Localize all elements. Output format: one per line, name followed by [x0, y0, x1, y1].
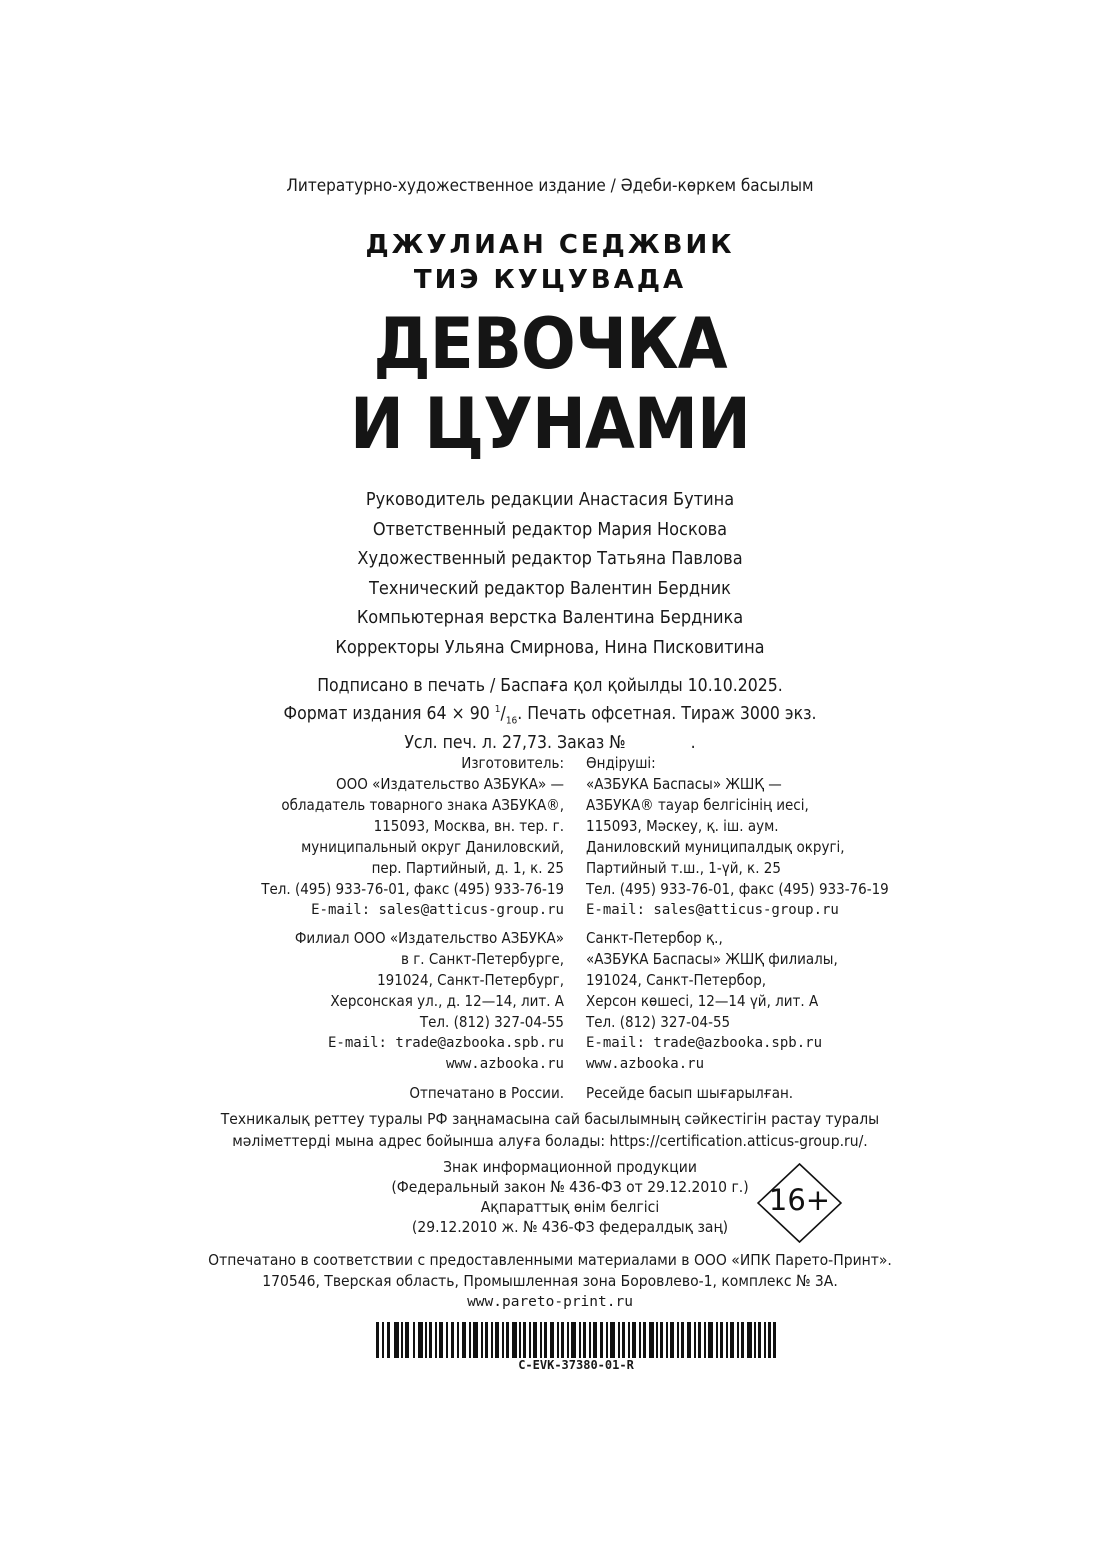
format-numerator: 1 [494, 704, 501, 715]
address-line: в г. Санкт-Петербурге, [400, 950, 564, 968]
email-line: E-mail: sales@atticus-group.ru [311, 902, 564, 918]
information-product-sign [390, 1157, 750, 1237]
manufacturer-kz [586, 753, 889, 921]
address-line: пер. Партийный, д. 1, к. 25 [371, 859, 564, 877]
format-prefix: Формат издания 64 × 90 [283, 703, 495, 724]
email-line: E-mail: trade@azbooka.spb.ru [327, 1035, 564, 1051]
phone-line: Тел. (495) 933-76-01, факс (495) 933-76-19 [261, 880, 564, 898]
address-line: Даниловский муниципалдық округі, [586, 838, 845, 856]
address-line: Филиал ООО «Издательство АЗБУКА» [294, 929, 564, 947]
credit-line: Корректоры Ульяна Смирнова, Нина Писковитина [335, 636, 765, 658]
edition-genre: Литературно-художественное издание / Әдеби-көркем басылым [286, 176, 814, 196]
editorial-credits [0, 485, 1100, 662]
address-line: муниципальный округ Даниловский, [301, 838, 564, 856]
phone-line: Тел. (495) 933-76-01, факс (495) 933-76-19 [586, 880, 889, 898]
barcode-code: C-EVK-37380-01-R [518, 1358, 634, 1372]
authors [0, 228, 1100, 298]
credit-line: Ответственный редактор Мария Носкова [372, 518, 728, 540]
printed-in: Отпечатано в России. [409, 1084, 564, 1102]
address-line: 191024, Санкт-Петербург, [377, 971, 564, 989]
address-line: «АЗБУКА Баспасы» ЖШҚ — [586, 775, 782, 793]
certification-line: мәліметтерді мына адрес бойынша алуға болады: https://certification.atticus-group.ru/. [232, 1132, 868, 1150]
address-line: Херсонская ул., д. 12—14, лит. А [330, 992, 564, 1010]
credit-line: Художественный редактор Татьяна Павлова [357, 548, 743, 569]
printer-line: Отпечатано в соответствии с предоставленными материалами в ООО «ИПК Парето-Принт». [208, 1251, 892, 1269]
address-line: ООО «Издательство АЗБУКА» — [336, 775, 564, 793]
address-line: Партийный т.ш., 1-үй, к. 25 [586, 859, 781, 877]
certification-line: Техникалық реттеу туралы РФ заңнамасына сай басылымның сәйкестігін растау туралы [220, 1110, 880, 1128]
phone-line: Тел. (812) 327-04-55 [586, 1013, 731, 1031]
book-title [44, 304, 1056, 464]
phone-line: Тел. (812) 327-04-55 [419, 1013, 564, 1031]
printed-in: Ресейде басып шығарылған. [586, 1084, 794, 1102]
address-line: 115093, Мәскеу, қ. іш. аум. [586, 817, 779, 835]
format-suffix: . Печать офсетная. Тираж 3000 экз. [517, 703, 817, 724]
address-line: Санкт-Петербор қ., [586, 929, 723, 947]
format-denominator: 16 [505, 715, 518, 727]
title-line-2: И ЦУНАМИ [349, 383, 751, 465]
credit-line: Руководитель редакции Анастасия Бутина [365, 489, 735, 510]
age-rating-badge [757, 1163, 842, 1243]
address-line: Херсон көшесі, 12—14 үй, лит. А [586, 992, 819, 1010]
sign-line: (29.12.2010 ж. № 436-ФЗ федералдық заң) [411, 1218, 729, 1236]
author-1: ДЖУЛИАН СЕДЖВИК [365, 230, 735, 260]
branch-ru [295, 928, 564, 1104]
website-line: www.azbooka.ru [586, 1056, 705, 1072]
manufacturer-label: Өндіруші: [586, 754, 656, 772]
certification-notice [0, 1108, 1100, 1152]
credit-line: Технический редактор Валентин Бердник [369, 577, 731, 599]
address-line: 191024, Санкт-Петербор, [586, 971, 767, 989]
address-line: 115093, Москва, вн. тер. г. [373, 817, 564, 835]
sheets-order: Усл. печ. л. 27,73. Заказ № . [404, 733, 696, 754]
format-slash: / [500, 703, 506, 724]
signed-to-print: Подписано в печать / Баспаға қол қойылды 10.10.2025. [317, 676, 783, 696]
age-rating-text: 16+ [768, 1183, 831, 1217]
address-line: АЗБУКА® тауар белгісінің иесі, [586, 796, 809, 814]
manufacturer-ru [261, 753, 564, 921]
author-2: ТИЭ КУЦУВАДА [413, 265, 687, 295]
format-line [0, 698, 1100, 732]
email-line: E-mail: sales@atticus-group.ru [586, 902, 839, 918]
manufacturer-label: Изготовитель: [461, 754, 564, 772]
sign-line: Знак информационной продукции [443, 1158, 697, 1176]
printer-address: 170546, Тверская область, Промышленная зона Боровлево-1, комплекс № 3А. [262, 1272, 838, 1290]
sign-line: (Федеральный закон № 436-ФЗ от 29.12.2010 г.) [391, 1178, 749, 1196]
credit-line: Компьютерная верстка Валентина Бердника [356, 607, 744, 628]
email-line: E-mail: trade@azbooka.spb.ru [586, 1035, 823, 1051]
title-line-1: ДЕВОЧКА [373, 303, 727, 385]
address-line: «АЗБУКА Баспасы» ЖШҚ филиалы, [586, 950, 838, 968]
sign-line: Ақпараттық өнім белгісі [480, 1198, 660, 1216]
printer-website: www.pareto-print.ru [467, 1294, 633, 1310]
barcode-icon [376, 1322, 776, 1358]
website-line: www.azbooka.ru [445, 1056, 564, 1072]
address-line: обладатель товарного знака АЗБУКА®, [281, 796, 564, 814]
printer-info [0, 1250, 1100, 1313]
branch-kz [586, 928, 838, 1104]
print-info [0, 675, 1100, 755]
